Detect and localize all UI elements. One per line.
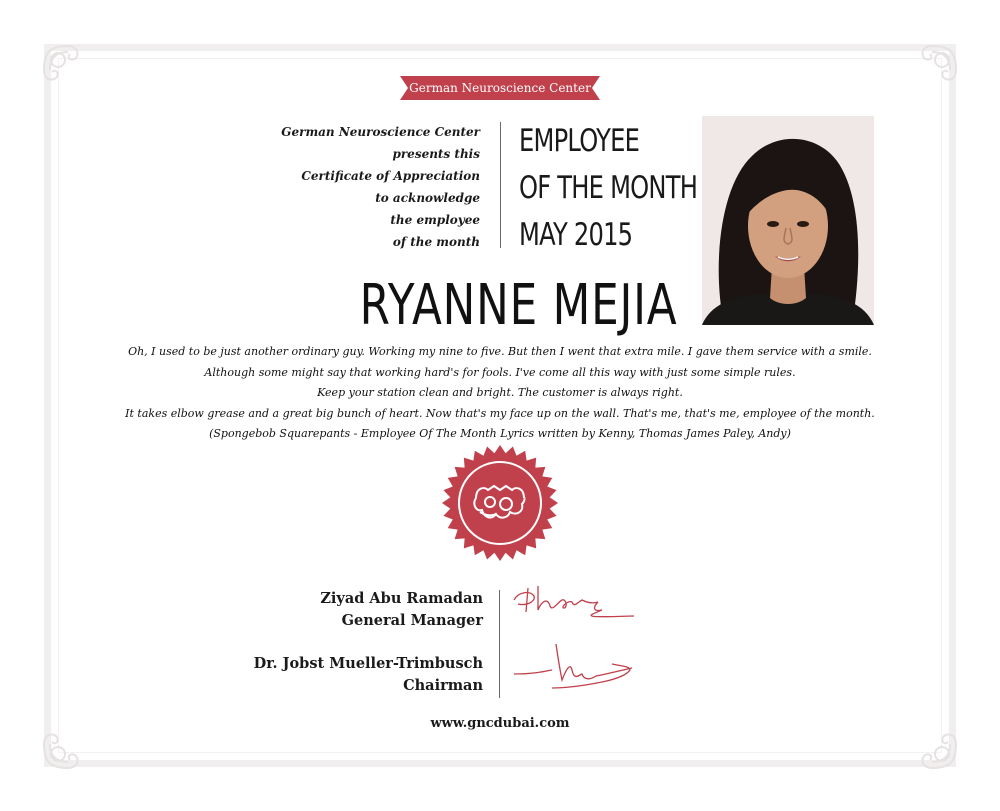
employee-name: RYANNE MEJIA bbox=[359, 273, 678, 338]
lyrics-citation: (Spongebob Squarepants - Employee Of The Month Lyrics written by Kenny, Thomas James Paley, Andy) bbox=[209, 427, 791, 440]
award-line-1: EMPLOYEE bbox=[519, 123, 640, 159]
award-title bbox=[519, 118, 698, 259]
presents-line: German Neuroscience Center bbox=[281, 125, 480, 139]
lyrics-line: Although some might say that working hard's for fools. I've come all this way with just some simple rules. bbox=[204, 365, 796, 379]
employee-photo bbox=[702, 116, 874, 325]
award-line-2: OF THE MONTH bbox=[519, 170, 698, 206]
divider-line bbox=[500, 122, 501, 248]
signatory-title: General Manager bbox=[341, 612, 483, 629]
banner-label: German Neuroscience Center bbox=[409, 81, 591, 95]
presents-line: presents this bbox=[392, 147, 480, 161]
award-line-3: MAY 2015 bbox=[519, 217, 633, 253]
organization-banner bbox=[400, 76, 600, 100]
lyrics-quote bbox=[100, 342, 900, 445]
presents-line: to acknowledge bbox=[375, 191, 480, 205]
presents-line: Certificate of Appreciation bbox=[301, 169, 480, 183]
lyrics-line: It takes elbow grease and a great big bunch of heart. Now that's my face up on the wall. That's me, that's me, employee of the month. bbox=[125, 406, 875, 420]
presents-line: the employee bbox=[390, 213, 480, 227]
presents-line: of the month bbox=[392, 235, 480, 249]
corner-ornament-icon bbox=[900, 38, 964, 102]
signature-chairman-icon bbox=[512, 640, 636, 696]
signatory-name: Ziyad Abu Ramadan bbox=[320, 590, 483, 607]
signatory-title: Chairman bbox=[403, 677, 483, 694]
signature-manager-icon bbox=[508, 578, 638, 622]
corner-ornament-icon bbox=[900, 712, 964, 776]
lyrics-line: Keep your station clean and bright. The customer is always right. bbox=[317, 386, 683, 399]
lyrics-line: Oh, I used to be just another ordinary guy. Working my nine to five. But then I went that extra mile. I gave them service with a smile. bbox=[128, 345, 872, 358]
signatory-name: Dr. Jobst Mueller-Trimbusch bbox=[253, 655, 483, 672]
rosette-seal-icon bbox=[440, 442, 560, 564]
presentation-statement bbox=[250, 121, 480, 253]
signatory-general-manager bbox=[240, 588, 483, 632]
corner-ornament-icon bbox=[36, 38, 100, 102]
signatory-chairman bbox=[240, 653, 483, 697]
signature-divider bbox=[499, 590, 500, 698]
website-link[interactable]: www.gncdubai.com bbox=[430, 716, 570, 731]
corner-ornament-icon bbox=[36, 712, 100, 776]
